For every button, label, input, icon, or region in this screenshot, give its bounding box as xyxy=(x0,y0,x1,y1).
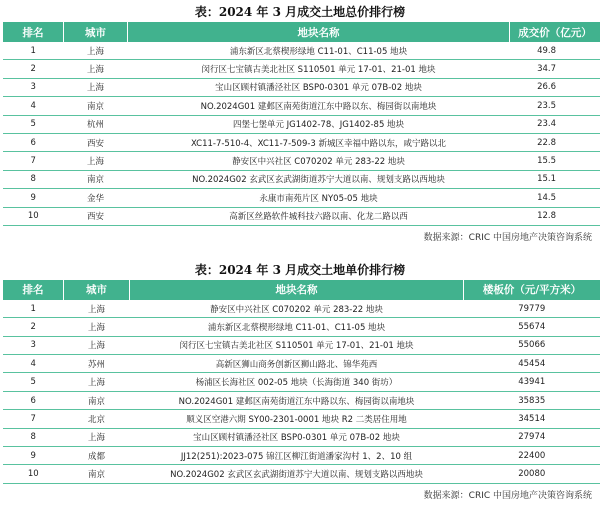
value-cell: 35835 xyxy=(464,391,600,409)
rank-cell: 1 xyxy=(3,42,64,60)
city-cell: 上海 xyxy=(64,300,130,318)
table1-title: 表：2024 年 3 月成交土地总价排行榜 xyxy=(194,5,406,19)
plot-name-cell: 高新区狮山商务创新区狮山路北、锦华苑西 xyxy=(130,355,464,373)
table-row xyxy=(3,207,600,225)
table2-body xyxy=(3,300,600,483)
plot-name-cell: NO.2024G01 建邺区南苑街道江东中路以东、梅园街以南地块 xyxy=(128,97,510,115)
rank-cell: 3 xyxy=(3,336,64,354)
table2-header-plot: 地块名称 xyxy=(130,280,464,300)
rank-cell: 8 xyxy=(3,428,64,446)
table1-source: 数据来源：CRIC 中国房地产决策咨询系统 xyxy=(423,232,592,243)
table-row xyxy=(3,133,600,151)
city-cell: 金华 xyxy=(64,189,128,207)
plot-name-cell: NO.2024G02 玄武区玄武湖街道苏宁大道以南、规划支路以西地块 xyxy=(130,465,464,483)
table1-header-plot: 地块名称 xyxy=(128,22,510,42)
table-row xyxy=(3,300,600,318)
plot-name-cell: NO.2024G01 建邺区南苑街道江东中路以东、梅园街以南地块 xyxy=(130,391,464,409)
table-row xyxy=(3,42,600,60)
city-cell: 苏州 xyxy=(64,355,130,373)
plot-name-cell: 浦东新区北蔡楔形绿地 C11-01、C11-05 地块 xyxy=(130,318,464,336)
table-row xyxy=(3,355,600,373)
plot-name-cell: 顺义区空港六期 SY00-2301-0001 地块 R2 二类居住用地 xyxy=(130,410,464,428)
table-row xyxy=(3,189,600,207)
rank-cell: 7 xyxy=(3,152,64,170)
table-row xyxy=(3,170,600,188)
plot-name-cell: JJ12(251):2023-075 锦江区柳江街道潘家沟村 1、2、10 组 xyxy=(130,447,464,465)
plot-name-cell: 永康市南苑片区 NY05-05 地块 xyxy=(128,189,510,207)
table2-header-row xyxy=(3,280,600,300)
plot-name-cell: NO.2024G02 玄武区玄武湖街道苏宁大道以南、规划支路以西地块 xyxy=(128,170,510,188)
value-cell: 12.8 xyxy=(510,207,600,225)
rank-cell: 7 xyxy=(3,410,64,428)
table-row xyxy=(3,60,600,78)
rank-cell: 2 xyxy=(3,60,64,78)
city-cell: 南京 xyxy=(64,97,128,115)
table-row xyxy=(3,465,600,483)
value-cell: 49.8 xyxy=(510,42,600,60)
table1-header-row xyxy=(3,22,600,42)
rank-cell: 3 xyxy=(3,78,64,96)
value-cell: 55066 xyxy=(464,336,600,354)
rank-cell: 6 xyxy=(3,133,64,151)
city-cell: 成都 xyxy=(64,447,130,465)
table-row xyxy=(3,78,600,96)
rank-cell: 4 xyxy=(3,355,64,373)
value-cell: 23.4 xyxy=(510,115,600,133)
plot-name-cell: 静安区中兴社区 C070202 单元 283-22 地块 xyxy=(128,152,510,170)
plot-name-cell: 闵行区七宝镇古美北社区 S110501 单元 17-01、21-01 地块 xyxy=(128,60,510,78)
plot-name-cell: 宝山区顾村镇潘泾社区 BSP0-0301 单元 07B-02 地块 xyxy=(130,428,464,446)
table-row xyxy=(3,373,600,391)
city-cell: 北京 xyxy=(64,410,130,428)
value-cell: 34514 xyxy=(464,410,600,428)
city-cell: 杭州 xyxy=(64,115,128,133)
table-row xyxy=(3,318,600,336)
plot-name-cell: 宝山区顾村镇潘泾社区 BSP0-0301 单元 07B-02 地块 xyxy=(128,78,510,96)
total-price-ranking-table xyxy=(3,22,600,226)
table-row xyxy=(3,447,600,465)
table1-header-price: 成交价（亿元） xyxy=(510,22,600,42)
city-cell: 上海 xyxy=(64,373,130,391)
value-cell: 20080 xyxy=(464,465,600,483)
value-cell: 34.7 xyxy=(510,60,600,78)
rank-cell: 4 xyxy=(3,97,64,115)
plot-name-cell: 闵行区七宝镇古美北社区 S110501 单元 17-01、21-01 地块 xyxy=(130,336,464,354)
rank-cell: 9 xyxy=(3,189,64,207)
table2-title: 表：2024 年 3 月成交土地单价排行榜 xyxy=(194,262,406,277)
table-row xyxy=(3,428,600,446)
rank-cell: 8 xyxy=(3,170,64,188)
table-row xyxy=(3,391,600,409)
value-cell: 43941 xyxy=(464,373,600,391)
value-cell: 14.5 xyxy=(510,189,600,207)
value-cell: 22400 xyxy=(464,447,600,465)
value-cell: 22.8 xyxy=(510,133,600,151)
value-cell: 45454 xyxy=(464,355,600,373)
unit-price-ranking-table xyxy=(3,280,600,484)
value-cell: 55674 xyxy=(464,318,600,336)
city-cell: 上海 xyxy=(64,318,130,336)
value-cell: 15.1 xyxy=(510,170,600,188)
city-cell: 上海 xyxy=(64,428,130,446)
table1-body xyxy=(3,42,600,225)
table1-header-city: 城市 xyxy=(64,22,128,42)
city-cell: 南京 xyxy=(64,391,130,409)
table2-source: 数据来源：CRIC 中国房地产决策咨询系统 xyxy=(423,490,592,501)
value-cell: 15.5 xyxy=(510,152,600,170)
value-cell: 23.5 xyxy=(510,97,600,115)
rank-cell: 2 xyxy=(3,318,64,336)
table-row xyxy=(3,152,600,170)
rank-cell: 5 xyxy=(3,373,64,391)
plot-name-cell: 浦东新区北蔡楔形绿地 C11-01、C11-05 地块 xyxy=(128,42,510,60)
value-cell: 26.6 xyxy=(510,78,600,96)
plot-name-cell: 杨浦区长海社区 002-05 地块（长海街道 340 街坊） xyxy=(130,373,464,391)
rank-cell: 6 xyxy=(3,391,64,409)
city-cell: 南京 xyxy=(64,170,128,188)
city-cell: 上海 xyxy=(64,78,128,96)
plot-name-cell: 四堡七堡单元 JG1402-78、JG1402-85 地块 xyxy=(128,115,510,133)
value-cell: 79779 xyxy=(464,300,600,318)
plot-name-cell: 高新区丝路软件城科技六路以南、化龙二路以西 xyxy=(128,207,510,225)
table2-header-rank: 排名 xyxy=(3,280,64,300)
table2-header-city: 城市 xyxy=(64,280,130,300)
plot-name-cell: XC11-7-510-4、XC11-7-509-3 新城区幸福中路以东，咸宁路以北 xyxy=(128,133,510,151)
city-cell: 南京 xyxy=(64,465,130,483)
table-row xyxy=(3,336,600,354)
rank-cell: 1 xyxy=(3,300,64,318)
table-row xyxy=(3,410,600,428)
table-row xyxy=(3,115,600,133)
table-row xyxy=(3,97,600,115)
rank-cell: 9 xyxy=(3,447,64,465)
rank-cell: 10 xyxy=(3,465,64,483)
city-cell: 上海 xyxy=(64,60,128,78)
city-cell: 上海 xyxy=(64,336,130,354)
rank-cell: 10 xyxy=(3,207,64,225)
table1-header-rank: 排名 xyxy=(3,22,64,42)
city-cell: 上海 xyxy=(64,42,128,60)
city-cell: 西安 xyxy=(64,133,128,151)
city-cell: 西安 xyxy=(64,207,128,225)
value-cell: 27974 xyxy=(464,428,600,446)
plot-name-cell: 静安区中兴社区 C070202 单元 283-22 地块 xyxy=(130,300,464,318)
city-cell: 上海 xyxy=(64,152,128,170)
rank-cell: 5 xyxy=(3,115,64,133)
table2-header-floor-price: 楼板价（元/平方米） xyxy=(464,280,600,300)
